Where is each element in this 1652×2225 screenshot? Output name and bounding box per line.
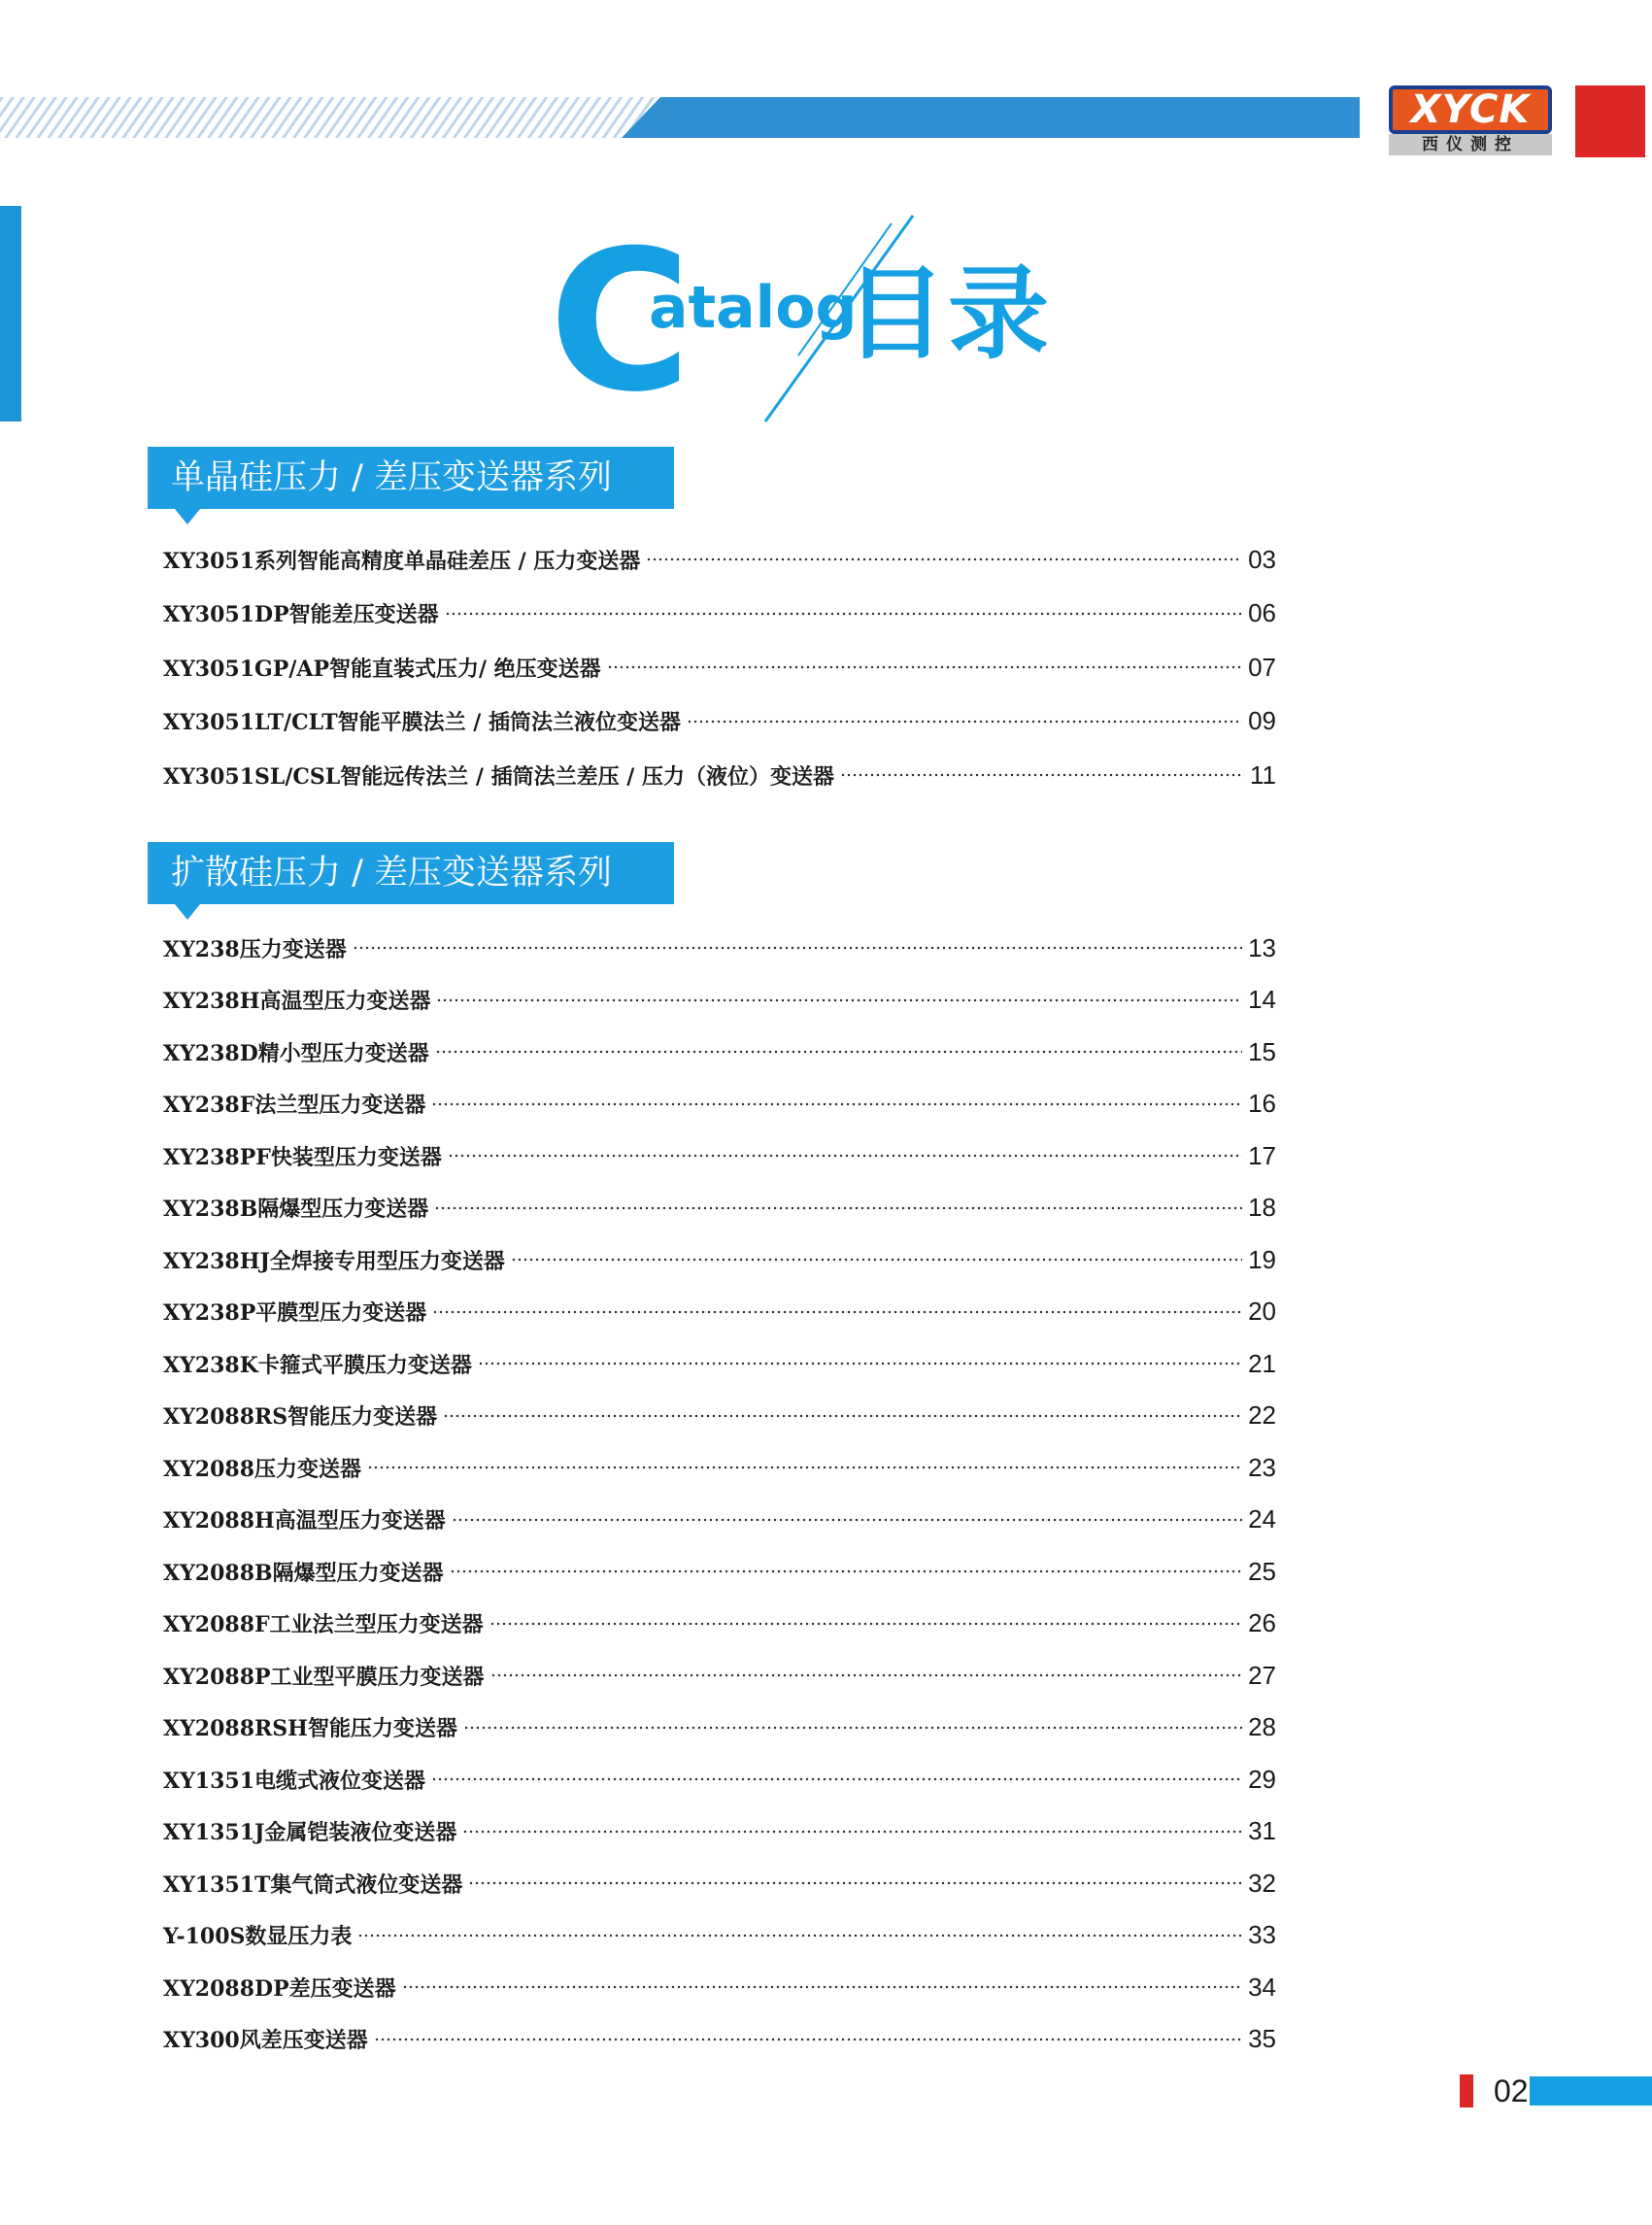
toc-entry-page: 09 [1248, 706, 1276, 735]
toc-entry-title: XY2088P工业型平膜压力变送器 [163, 1664, 485, 1690]
toc-dot-leader [511, 1258, 1242, 1262]
toc-entry-title: XY2088H高温型压力变送器 [163, 1508, 446, 1534]
toc-entry-page: 26 [1248, 1608, 1276, 1637]
toc-entry-title: XY238B隔爆型压力变送器 [163, 1197, 429, 1222]
toc-entry[interactable] [163, 542, 1276, 577]
toc-entry[interactable] [163, 650, 1276, 685]
toc-dot-leader [431, 1777, 1242, 1781]
toc-dot-leader [463, 1726, 1242, 1730]
toc-entry[interactable] [163, 1814, 1276, 1849]
toc-entry-page: 35 [1248, 2024, 1276, 2053]
toc-entry[interactable] [163, 1918, 1276, 1953]
brand-logo-subtitle: 西仪测控 [1389, 134, 1552, 155]
toc-dot-leader [357, 1934, 1242, 1938]
toc-entry-page: 24 [1248, 1504, 1276, 1534]
toc-entry-title: XY238F法兰型压力变送器 [163, 1093, 426, 1118]
toc-dot-leader [489, 1622, 1242, 1626]
toc-entry-page: 11 [1250, 759, 1276, 790]
toc-entry-title: XY238D精小型压力变送器 [163, 1040, 429, 1066]
toc-entry[interactable] [163, 1295, 1276, 1330]
toc-entry-page: 19 [1248, 1244, 1276, 1274]
toc-dot-leader [445, 612, 1242, 616]
toc-entry[interactable] [163, 1710, 1276, 1745]
toc-dot-leader [435, 1050, 1242, 1054]
brand-logo: XYCK [1389, 85, 1552, 134]
toc-entry-title: XY2088压力变送器 [163, 1456, 362, 1482]
toc-entry[interactable] [163, 1346, 1276, 1381]
toc-entry-page: 14 [1248, 985, 1276, 1014]
toc-entry-title: XY3051SL/CSL智能远传法兰 / 插筒法兰差压 / 压力（液位）变送器 [163, 763, 834, 790]
catalog-title-chinese: 目录 [845, 254, 1052, 373]
toc-entry-title: XY2088RS智能压力变送器 [163, 1404, 438, 1430]
toc-entry-title: Y-100S数显压力表 [163, 1924, 353, 1949]
toc-entry[interactable] [163, 1450, 1276, 1485]
catalog-title-english: atalog [649, 274, 858, 342]
toc-entry-title: XY3051DP智能差压变送器 [163, 602, 439, 627]
toc-dot-leader [443, 1414, 1242, 1418]
section-heading-pointer [175, 904, 200, 920]
toc-entry[interactable] [163, 1191, 1276, 1226]
toc-entry[interactable] [163, 1658, 1276, 1693]
toc-entry[interactable] [163, 1970, 1276, 2005]
toc-entry-page: 31 [1248, 1816, 1276, 1845]
toc-dot-leader [367, 1466, 1242, 1469]
section-heading-pointer [175, 509, 200, 524]
toc-dot-leader [353, 946, 1242, 950]
toc-entry-title: XY1351电缆式液位变送器 [163, 1768, 426, 1794]
section-heading-monocrystalline: 单晶硅压力 / 差压变送器系列 [148, 447, 674, 509]
left-edge-tab [0, 206, 21, 421]
toc-entry-page: 16 [1248, 1089, 1276, 1118]
toc-entry[interactable] [163, 1554, 1276, 1589]
toc-entry-page: 33 [1248, 1920, 1276, 1949]
toc-entry[interactable] [163, 930, 1276, 965]
toc-entry-page: 13 [1248, 932, 1276, 962]
toc-dot-leader [402, 1985, 1242, 1989]
toc-dot-leader [840, 773, 1244, 777]
toc-dot-leader [607, 665, 1242, 669]
toc-dot-leader [450, 1569, 1242, 1573]
toc-entry-page: 27 [1248, 1660, 1276, 1690]
toc-dot-leader [490, 1673, 1243, 1677]
header-blue-bar [622, 97, 1360, 138]
toc-dot-leader [462, 1830, 1242, 1834]
toc-entry-title: XY3051LT/CLT智能平膜法兰 / 插筒法兰液位变送器 [163, 710, 681, 735]
header-red-block [1575, 85, 1645, 157]
toc-entry-title: XY238PF快装型压力变送器 [163, 1144, 442, 1170]
toc-entry-page: 07 [1248, 652, 1276, 682]
toc-entry-page: 06 [1248, 598, 1276, 627]
toc-entry[interactable] [163, 1399, 1276, 1433]
toc-entry-page: 23 [1248, 1452, 1276, 1482]
toc-dot-leader [452, 1518, 1242, 1522]
toc-entry[interactable] [163, 1242, 1276, 1277]
toc-entry[interactable] [163, 1762, 1276, 1797]
toc-entry-title: XY238HJ全焊接专用型压力变送器 [163, 1248, 505, 1274]
toc-entry[interactable] [163, 1087, 1276, 1122]
toc-entry-title: XY2088RSH智能压力变送器 [163, 1716, 457, 1741]
toc-dot-leader [374, 2038, 1242, 2041]
toc-entry[interactable] [163, 983, 1276, 1018]
toc-dot-leader [436, 998, 1242, 1002]
toc-entry-page: 21 [1248, 1348, 1276, 1378]
toc-dot-leader [646, 557, 1242, 561]
toc-entry[interactable] [163, 1502, 1276, 1537]
toc-entry[interactable] [163, 758, 1276, 792]
catalog-title-initial: C [549, 209, 691, 435]
toc-entry-page: 25 [1248, 1556, 1276, 1586]
toc-dot-leader [432, 1310, 1242, 1314]
toc-entry-page: 34 [1248, 1972, 1276, 2002]
toc-dot-leader [687, 720, 1242, 724]
toc-entry-title: XY1351T集气筒式液位变送器 [163, 1871, 463, 1898]
toc-entry[interactable] [163, 1866, 1276, 1901]
toc-entry-title: XY238P平膜型压力变送器 [163, 1300, 427, 1326]
toc-entry-page: 18 [1248, 1193, 1276, 1222]
toc-entry[interactable] [163, 1138, 1276, 1173]
footer-blue-bar [1530, 2076, 1652, 2106]
toc-entry[interactable] [163, 1034, 1276, 1069]
toc-entry-title: XY238K卡箍式平膜压力变送器 [163, 1352, 472, 1378]
footer-red-marker [1460, 2074, 1473, 2107]
toc-entry-title: XY2088F工业法兰型压力变送器 [163, 1612, 484, 1637]
toc-dot-leader [478, 1362, 1242, 1365]
page-number: 02 [1494, 2073, 1529, 2108]
toc-dot-leader [431, 1102, 1242, 1106]
toc-entry-page: 28 [1248, 1712, 1276, 1741]
toc-entry-title: XY3051GP/AP智能直装式压力/ 绝压变送器 [163, 656, 601, 682]
toc-entry-title: XY238压力变送器 [163, 936, 347, 962]
toc-entry-page: 32 [1248, 1868, 1276, 1898]
toc-dot-leader [434, 1206, 1242, 1210]
toc-entry-page: 22 [1248, 1400, 1276, 1430]
toc-entry-page: 29 [1248, 1764, 1276, 1794]
toc-entry-title: XY2088B隔爆型压力变送器 [163, 1560, 444, 1586]
toc-entry-page: 20 [1248, 1297, 1276, 1326]
toc-entry[interactable] [163, 2022, 1276, 2057]
header-stripe-pattern [0, 97, 680, 138]
toc-entry[interactable] [163, 704, 1276, 739]
toc-entry-page: 17 [1248, 1140, 1276, 1170]
toc-entry-title: XY1351J金属铠装液位变送器 [163, 1820, 457, 1845]
section-heading-diffused-silicon: 扩散硅压力 / 差压变送器系列 [148, 842, 674, 904]
toc-entry-page: 03 [1248, 544, 1276, 574]
toc-entry-title: XY238H高温型压力变送器 [163, 989, 431, 1014]
toc-dot-leader [468, 1881, 1242, 1885]
toc-dot-leader [448, 1154, 1242, 1158]
toc-entry-title: XY300风差压变送器 [163, 2028, 368, 2053]
toc-entry[interactable] [163, 1606, 1276, 1641]
toc-entry-title: XY3051系列智能高精度单晶硅差压 / 压力变送器 [163, 548, 641, 574]
toc-entry-title: XY2088DP差压变送器 [163, 1975, 396, 2002]
toc-entry-page: 15 [1248, 1036, 1276, 1066]
toc-entry[interactable] [163, 596, 1276, 631]
